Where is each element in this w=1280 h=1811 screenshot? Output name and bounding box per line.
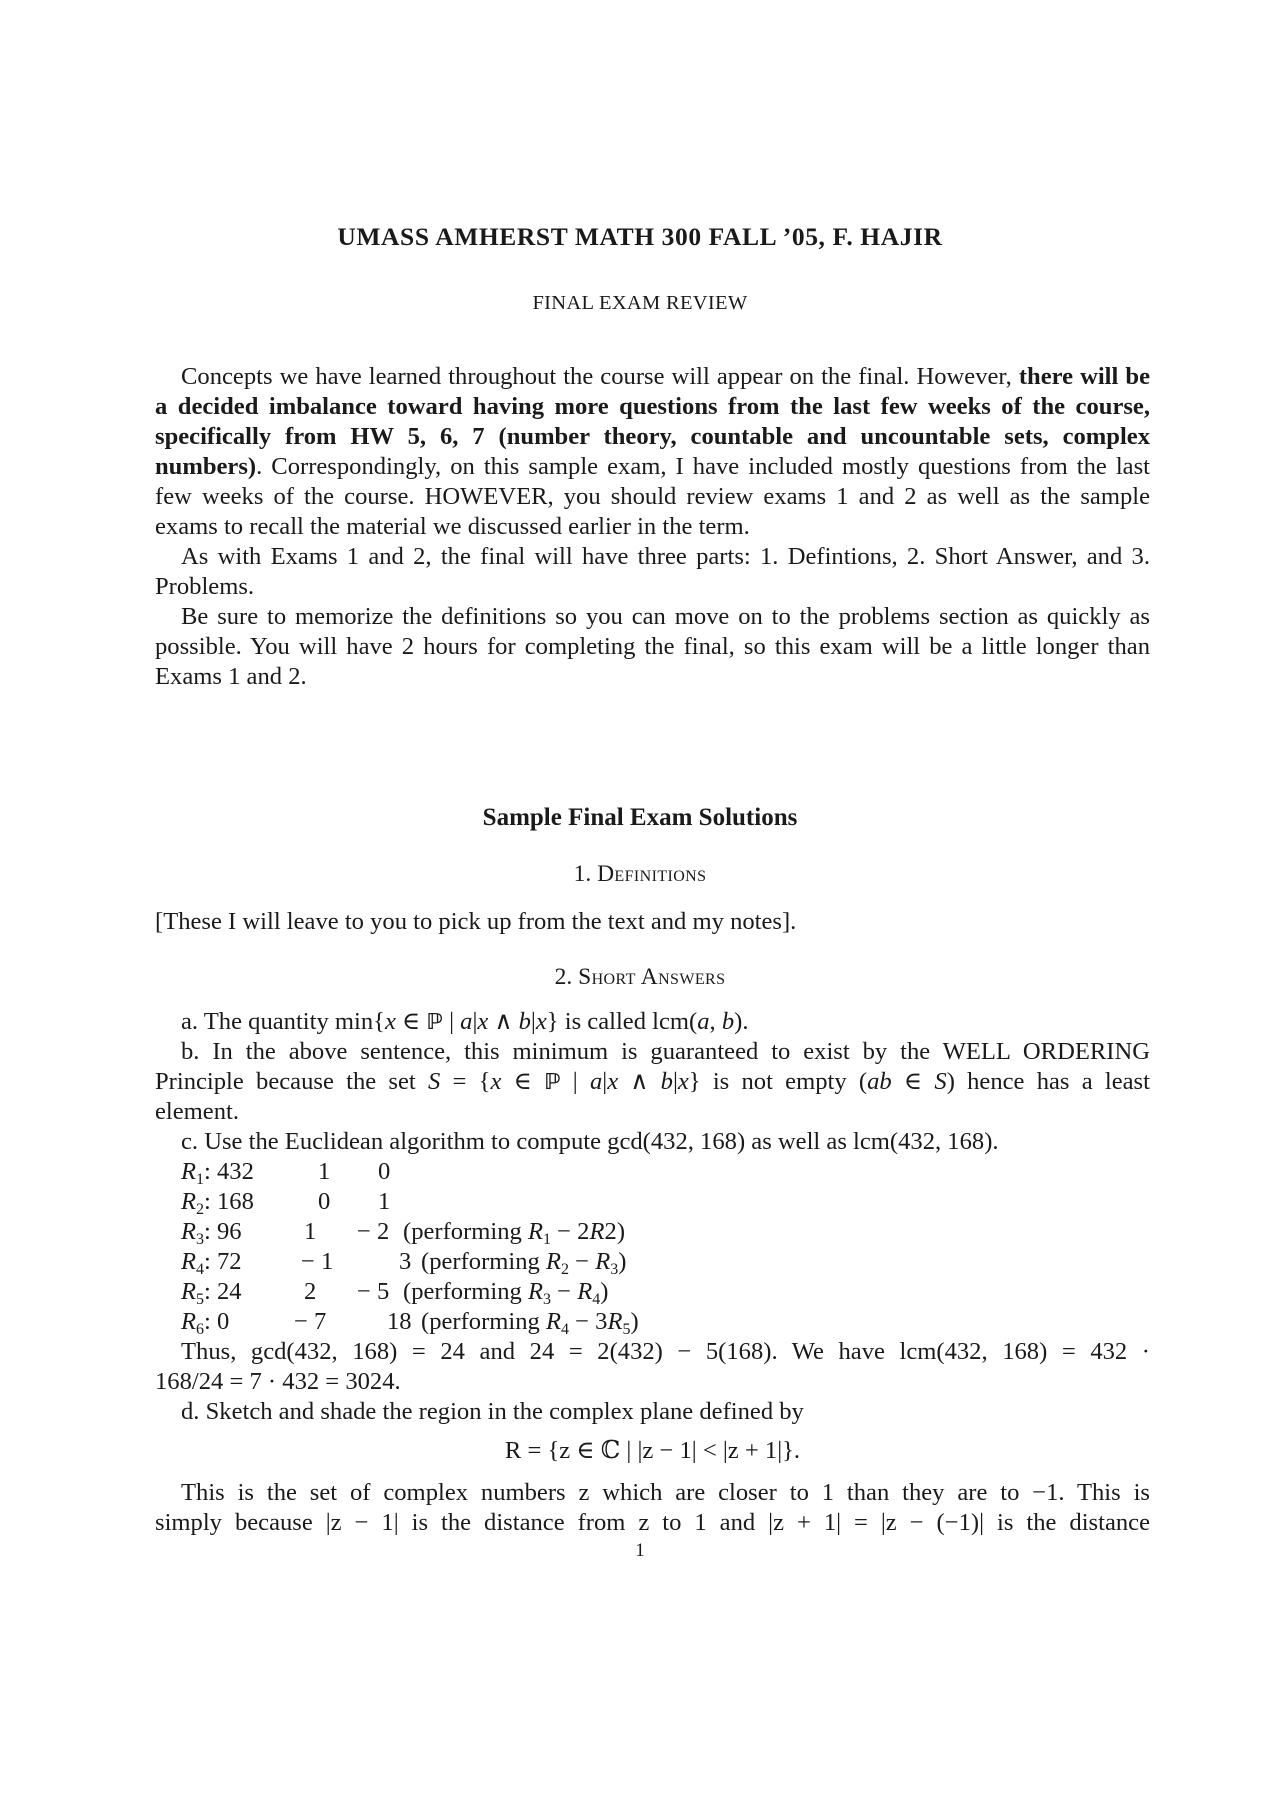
- row-x: − 7: [294, 1308, 327, 1335]
- row-label: $R_1$: [181, 1158, 205, 1188]
- answer-b-line-3: element.: [155, 1098, 239, 1125]
- row-note: (performing $R_3 - R_4$): [403, 1278, 609, 1308]
- row-value: : 0: [204, 1308, 230, 1335]
- row-label: $R_4$: [181, 1248, 205, 1278]
- row-label: $R_2$: [181, 1188, 205, 1218]
- document-title: UMASS AMHERST MATH 300 FALL ’05, F. HAJIR: [337, 222, 943, 251]
- row-label: $R_5$: [181, 1278, 205, 1308]
- row-note: (performing $R_4 - 3R_5$): [421, 1308, 639, 1338]
- answer-b-text-2: is not empty (: [700, 1068, 868, 1095]
- display-equation: R = {z ∈ ℂ | |z − 1| < |z + 1|}.: [504, 1437, 801, 1464]
- answer-c-result-2: 168/24 = 7 · 432 = 3024.: [155, 1368, 401, 1395]
- row-x: 1: [318, 1158, 331, 1185]
- document-subtitle: FINAL EXAM REVIEW: [532, 292, 748, 314]
- row-y: 0: [378, 1158, 391, 1185]
- row-value: : 168: [204, 1188, 254, 1215]
- solutions-title: Sample Final Exam Solutions: [482, 804, 798, 831]
- row-value: : 24: [204, 1278, 242, 1305]
- row-x: 2: [304, 1278, 317, 1305]
- short-answers-number: 2.: [554, 964, 573, 990]
- row-y: 3: [399, 1248, 412, 1275]
- short-answers-heading: [0, 962, 1280, 992]
- answer-a-text: a. The quantity min: [181, 1008, 374, 1035]
- definitions-number: 1.: [573, 861, 592, 887]
- answer-a: a. The quantity min{x ∈ ℙ | a|x ∧ b|x} is called lcm(a, b).: [181, 1008, 749, 1035]
- row-value: : 96: [204, 1218, 242, 1245]
- row-x: 1: [304, 1218, 317, 1245]
- row-label: $R_3$: [181, 1218, 205, 1248]
- row-note: (performing $R_2 - R_3$): [421, 1248, 627, 1278]
- row-label: $R_6$: [181, 1308, 205, 1338]
- definitions-label: Definitions: [597, 861, 707, 887]
- answer-b-line-1: b. In the above sentence, this minimum is guaranteed to exist by the WELL ORDERING: [181, 1038, 1150, 1065]
- definitions-note: [These I will leave to you to pick up from the text and my notes].: [155, 908, 797, 935]
- intro-section: [155, 362, 1150, 692]
- answer-b-line-2: Principle because the set S = {x ∈ ℙ | a|x ∧ b|x} is not empty (ab ∈ S) hence has a least: [155, 1068, 1150, 1095]
- row-x: − 1: [301, 1248, 334, 1275]
- answer-b-text: Principle because the set: [155, 1068, 428, 1095]
- row-y: 1: [378, 1188, 391, 1215]
- page-number: 1: [635, 1540, 645, 1561]
- intro-p1-bold: there will be a decided imbalance toward having more questions from the last few weeks of the course, specifically from HW 5, 6, 7 (number theory, countable and uncountable sets, complex numbers): [155, 363, 1150, 480]
- answer-a-text-2: is called lcm(: [558, 1008, 698, 1035]
- answer-d-explanation-2: simply because |z − 1| is the distance from z to 1 and |z + 1| = |z − (−1)| is the distance: [155, 1509, 1150, 1536]
- intro-paragraph-1: [155, 362, 1150, 542]
- answer-c-result-1: Thus, gcd(432, 168) = 24 and 24 = 2(432) − 5(168). We have lcm(432, 168) = 432 ·: [181, 1338, 1150, 1365]
- row-value: : 72: [204, 1248, 242, 1275]
- intro-paragraph-3: Be sure to memorize the definitions so you can move on to the problems section as quickly as possible. You will have 2 hours for completing the final, so this exam will be a little longer than Exams 1 and 2.: [155, 603, 1150, 690]
- answer-c: c. Use the Euclidean algorithm to compute gcd(432, 168) as well as lcm(432, 168).: [181, 1128, 999, 1155]
- intro-p1-text-a: Concepts we have learned throughout the course will appear on the final. However,: [181, 363, 1012, 390]
- intro-p1-text-b: . Correspondingly, on this sample exam, I have included mostly questions from the last few weeks of the course. HOWEVER, you should review exams 1 and 2 as well as the sample exams to recall the material we discussed earlier in the term.: [155, 453, 1150, 540]
- row-x: 0: [318, 1188, 331, 1215]
- row-note: (performing $R_1 - 2R2$): [403, 1218, 626, 1248]
- answer-d-explanation-1: This is the set of complex numbers z which are closer to 1 than they are to −1. This is: [181, 1479, 1150, 1506]
- row-y: − 5: [357, 1278, 390, 1305]
- row-value: : 432: [204, 1158, 254, 1185]
- row-y: − 2: [357, 1218, 390, 1245]
- definitions-heading: [0, 859, 1280, 889]
- short-answers-label: Short Answers: [578, 964, 726, 990]
- row-y: 18: [387, 1308, 412, 1335]
- answer-a-text-3: ).: [734, 1008, 749, 1035]
- answer-d: d. Sketch and shade the region in the complex plane defined by: [181, 1398, 804, 1425]
- answer-b-text-3: ) hence has a least: [946, 1068, 1150, 1095]
- intro-paragraph-2: As with Exams 1 and 2, the final will have three parts: 1. Defintions, 2. Short Answer, and 3. Problems.: [155, 543, 1150, 600]
